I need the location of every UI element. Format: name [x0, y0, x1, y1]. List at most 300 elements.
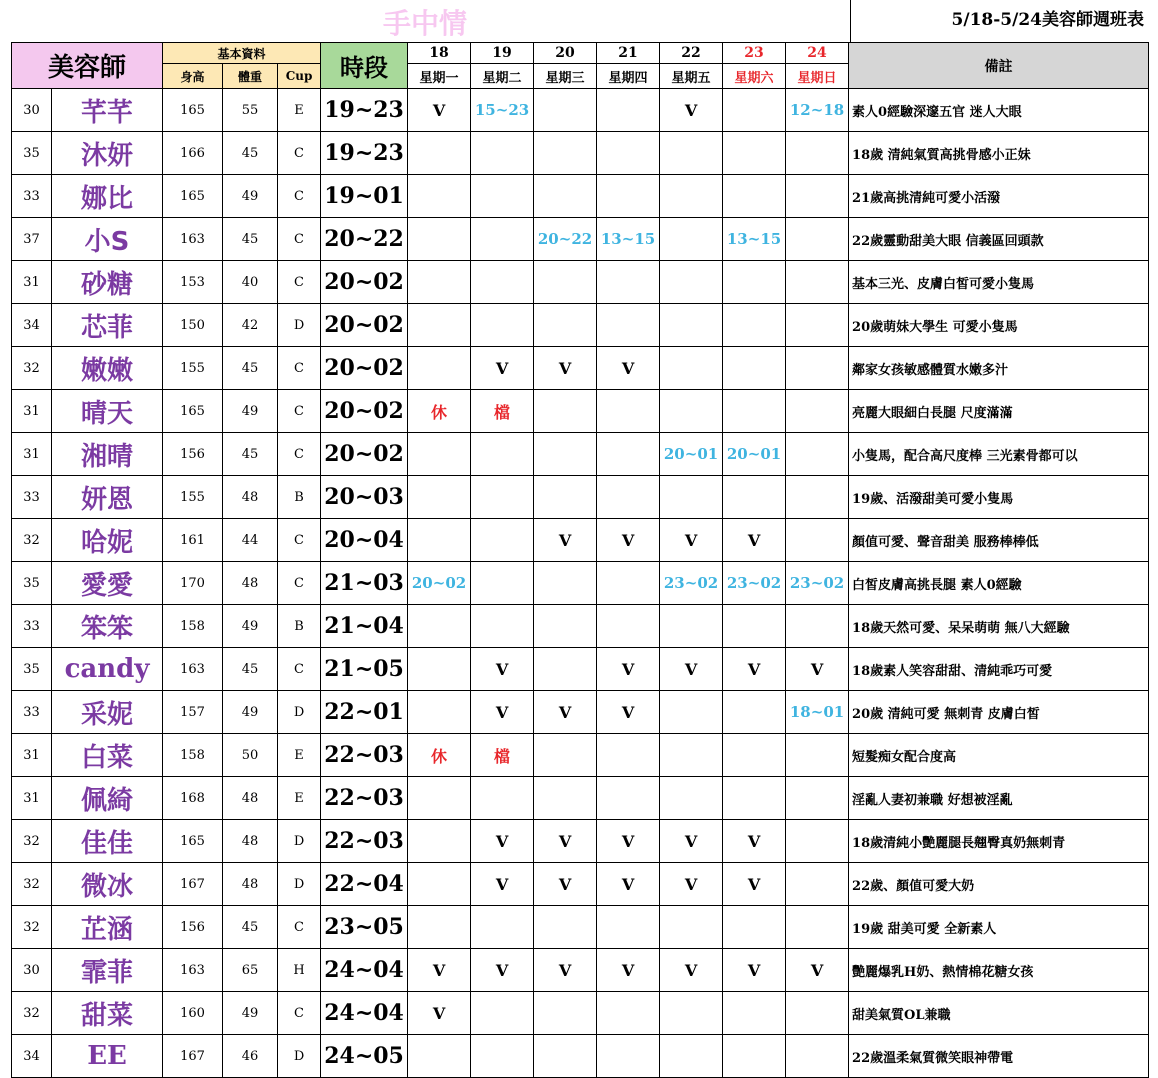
age-cell: 31 — [12, 390, 52, 433]
day-cell — [408, 261, 471, 304]
day-cell — [534, 562, 597, 605]
day-cell — [723, 175, 786, 218]
day-cell — [534, 390, 597, 433]
weight-cell: 40 — [223, 261, 278, 304]
beautician-name: 芊芊 — [52, 89, 163, 132]
age-cell: 35 — [12, 132, 52, 175]
weight-cell: 46 — [223, 1035, 278, 1078]
day-cell: V — [408, 89, 471, 132]
note-cell: 20歲 清純可愛 無刺青 皮膚白皙 — [849, 691, 1149, 734]
beautician-name: 佩綺 — [52, 777, 163, 820]
day-cell — [786, 261, 849, 304]
day-cell: V — [597, 519, 660, 562]
day-cell — [471, 433, 534, 476]
table-row — [12, 648, 1149, 691]
table-row — [12, 992, 1149, 1035]
day-cell: V — [723, 820, 786, 863]
day-cell — [534, 476, 597, 519]
weight-cell: 45 — [223, 218, 278, 261]
day-cell — [597, 433, 660, 476]
day-cell — [408, 1035, 471, 1078]
height-cell: 155 — [163, 347, 223, 390]
height-cell: 165 — [163, 175, 223, 218]
day-cell: 13~15 — [597, 218, 660, 261]
day-cell — [408, 304, 471, 347]
beautician-name: 采妮 — [52, 691, 163, 734]
age-cell: 35 — [12, 648, 52, 691]
age-cell: 32 — [12, 863, 52, 906]
day-cell: V — [534, 691, 597, 734]
day-cell: 檔 — [471, 390, 534, 433]
header-date: 24 — [786, 43, 849, 64]
beautician-name: 嫩嫩 — [52, 347, 163, 390]
weight-cell: 50 — [223, 734, 278, 777]
height-cell: 156 — [163, 433, 223, 476]
day-cell — [723, 261, 786, 304]
day-cell — [786, 476, 849, 519]
cup-cell: C — [278, 433, 321, 476]
day-cell — [723, 906, 786, 949]
day-cell: V — [408, 992, 471, 1035]
note-cell: 鄰家女孩敏感體質水嫩多汁 — [849, 347, 1149, 390]
day-cell — [597, 992, 660, 1035]
schedule-rows — [12, 89, 1149, 1078]
day-cell — [660, 347, 723, 390]
day-cell — [408, 433, 471, 476]
day-cell: V — [786, 648, 849, 691]
cup-cell: C — [278, 347, 321, 390]
day-cell — [408, 218, 471, 261]
beautician-name: 哈妮 — [52, 519, 163, 562]
weight-cell: 48 — [223, 820, 278, 863]
beautician-name: 微冰 — [52, 863, 163, 906]
day-cell — [786, 777, 849, 820]
day-cell — [723, 476, 786, 519]
day-cell: 12~18 — [786, 89, 849, 132]
time-slot: 23~05 — [321, 906, 408, 949]
day-cell — [408, 519, 471, 562]
day-cell — [786, 1035, 849, 1078]
day-cell — [534, 89, 597, 132]
table-row — [12, 476, 1149, 519]
time-slot: 21~05 — [321, 648, 408, 691]
time-slot: 24~05 — [321, 1035, 408, 1078]
age-cell: 33 — [12, 691, 52, 734]
cup-cell: C — [278, 390, 321, 433]
day-cell — [534, 734, 597, 777]
header-weekday: 星期日 — [786, 64, 849, 89]
note-cell: 甜美氣質OL兼職 — [849, 992, 1149, 1035]
time-slot: 19~23 — [321, 132, 408, 175]
header-weekday: 星期一 — [408, 64, 471, 89]
day-cell: V — [534, 519, 597, 562]
note-cell: 顏值可愛、聲音甜美 服務棒棒低 — [849, 519, 1149, 562]
header-note: 備註 — [849, 43, 1149, 89]
age-cell: 33 — [12, 175, 52, 218]
cup-cell: D — [278, 691, 321, 734]
age-cell: 31 — [12, 777, 52, 820]
day-cell — [660, 390, 723, 433]
day-cell — [471, 777, 534, 820]
table-row — [12, 562, 1149, 605]
beautician-name: candy — [52, 648, 163, 691]
day-cell: 23~02 — [786, 562, 849, 605]
day-cell: 23~02 — [723, 562, 786, 605]
day-cell: V — [471, 347, 534, 390]
table-row — [12, 261, 1149, 304]
day-cell — [723, 304, 786, 347]
day-cell — [471, 304, 534, 347]
height-cell: 166 — [163, 132, 223, 175]
age-cell: 32 — [12, 820, 52, 863]
note-cell: 19歲、活潑甜美可愛小隻馬 — [849, 476, 1149, 519]
day-cell: V — [660, 519, 723, 562]
day-cell: V — [723, 949, 786, 992]
day-cell: 20~02 — [408, 562, 471, 605]
header-slot: 時段 — [321, 43, 408, 89]
cup-cell: D — [278, 304, 321, 347]
time-slot: 20~03 — [321, 476, 408, 519]
table-row — [12, 433, 1149, 476]
day-cell — [597, 390, 660, 433]
table-row — [12, 132, 1149, 175]
day-cell — [786, 992, 849, 1035]
time-slot: 20~02 — [321, 304, 408, 347]
note-cell: 22歲、顏值可愛大奶 — [849, 863, 1149, 906]
day-cell: V — [660, 89, 723, 132]
day-cell — [786, 347, 849, 390]
cup-cell: D — [278, 820, 321, 863]
header-date: 19 — [471, 43, 534, 64]
cup-cell: C — [278, 648, 321, 691]
age-cell: 33 — [12, 476, 52, 519]
height-cell: 153 — [163, 261, 223, 304]
table-row — [12, 777, 1149, 820]
day-cell: V — [786, 949, 849, 992]
time-slot: 20~02 — [321, 433, 408, 476]
age-cell: 34 — [12, 304, 52, 347]
day-cell — [786, 175, 849, 218]
day-cell — [408, 648, 471, 691]
time-slot: 20~22 — [321, 218, 408, 261]
time-slot: 19~01 — [321, 175, 408, 218]
day-cell — [471, 519, 534, 562]
day-cell — [723, 777, 786, 820]
table-row — [12, 175, 1149, 218]
day-cell — [597, 906, 660, 949]
header-height: 身高 — [163, 64, 223, 89]
time-slot: 24~04 — [321, 949, 408, 992]
note-cell: 18歲天然可愛、呆呆萌萌 無八大經驗 — [849, 605, 1149, 648]
beautician-name: 甜菜 — [52, 992, 163, 1035]
day-cell: V — [471, 820, 534, 863]
table-row — [12, 347, 1149, 390]
day-cell — [408, 691, 471, 734]
day-cell — [471, 562, 534, 605]
time-slot: 19~23 — [321, 89, 408, 132]
cup-cell: E — [278, 777, 321, 820]
beautician-name: 芷涵 — [52, 906, 163, 949]
height-cell: 165 — [163, 89, 223, 132]
age-cell: 31 — [12, 261, 52, 304]
day-cell — [786, 218, 849, 261]
table-row — [12, 691, 1149, 734]
table-row — [12, 949, 1149, 992]
table-row — [12, 218, 1149, 261]
table-row — [12, 820, 1149, 863]
day-cell — [534, 605, 597, 648]
day-cell — [408, 132, 471, 175]
day-cell — [471, 1035, 534, 1078]
beautician-name: 笨笨 — [52, 605, 163, 648]
day-cell: 20~22 — [534, 218, 597, 261]
table-row — [12, 304, 1149, 347]
weight-cell: 45 — [223, 347, 278, 390]
day-cell — [786, 304, 849, 347]
height-cell: 161 — [163, 519, 223, 562]
header-date: 21 — [597, 43, 660, 64]
note-cell: 18歲素人笑容甜甜、清純乖巧可愛 — [849, 648, 1149, 691]
day-cell: V — [471, 863, 534, 906]
header-date: 22 — [660, 43, 723, 64]
time-slot: 21~03 — [321, 562, 408, 605]
table-row — [12, 89, 1149, 132]
time-slot: 20~02 — [321, 390, 408, 433]
day-cell — [471, 992, 534, 1035]
weight-cell: 44 — [223, 519, 278, 562]
weight-cell: 48 — [223, 863, 278, 906]
weight-cell: 55 — [223, 89, 278, 132]
day-cell — [471, 132, 534, 175]
day-cell: V — [408, 949, 471, 992]
day-cell — [597, 304, 660, 347]
day-cell — [786, 519, 849, 562]
day-cell: V — [723, 519, 786, 562]
day-cell: 休 — [408, 390, 471, 433]
table-row — [12, 1035, 1149, 1078]
day-cell — [786, 605, 849, 648]
schedule-period-title: 5/18-5/24美容師週班表 — [850, 0, 1158, 42]
day-cell: V — [597, 820, 660, 863]
day-cell — [471, 476, 534, 519]
day-cell — [723, 132, 786, 175]
beautician-name: 佳佳 — [52, 820, 163, 863]
beautician-name: 娜比 — [52, 175, 163, 218]
day-cell — [786, 132, 849, 175]
day-cell: V — [534, 949, 597, 992]
day-cell — [597, 605, 660, 648]
day-cell — [786, 433, 849, 476]
beautician-name: EE — [52, 1035, 163, 1078]
weight-cell: 48 — [223, 476, 278, 519]
height-cell: 165 — [163, 820, 223, 863]
note-cell: 淫亂人妻初兼職 好想被淫亂 — [849, 777, 1149, 820]
beautician-name: 湘晴 — [52, 433, 163, 476]
note-cell: 亮麗大眼細白長腿 尺度滿滿 — [849, 390, 1149, 433]
time-slot: 24~04 — [321, 992, 408, 1035]
time-slot: 22~04 — [321, 863, 408, 906]
day-cell — [534, 1035, 597, 1078]
cup-cell: C — [278, 562, 321, 605]
weight-cell: 49 — [223, 605, 278, 648]
note-cell: 白皙皮膚高挑長腿 素人0經驗 — [849, 562, 1149, 605]
day-cell — [534, 992, 597, 1035]
note-cell: 素人0經驗深邃五官 迷人大眼 — [849, 89, 1149, 132]
day-cell — [723, 734, 786, 777]
day-cell: V — [660, 863, 723, 906]
cup-cell: E — [278, 734, 321, 777]
cup-cell: B — [278, 605, 321, 648]
weight-cell: 65 — [223, 949, 278, 992]
day-cell: V — [597, 863, 660, 906]
cup-cell: C — [278, 992, 321, 1035]
note-cell: 18歲清純小艷麗腿長翹臀真奶無刺青 — [849, 820, 1149, 863]
header-basic-info: 基本資料 — [163, 43, 321, 64]
day-cell — [786, 820, 849, 863]
header-weekday: 星期三 — [534, 64, 597, 89]
brand-title: 手中情 — [382, 7, 467, 40]
day-cell — [660, 175, 723, 218]
day-cell — [408, 347, 471, 390]
table-row — [12, 734, 1149, 777]
day-cell — [534, 648, 597, 691]
age-cell: 34 — [12, 1035, 52, 1078]
height-cell: 163 — [163, 648, 223, 691]
cup-cell: C — [278, 218, 321, 261]
age-cell: 35 — [12, 562, 52, 605]
day-cell — [660, 605, 723, 648]
height-cell: 158 — [163, 605, 223, 648]
note-cell: 22歲溫柔氣質微笑眼神帶電 — [849, 1035, 1149, 1078]
day-cell: V — [660, 648, 723, 691]
day-cell: V — [471, 949, 534, 992]
weight-cell: 48 — [223, 562, 278, 605]
height-cell: 163 — [163, 218, 223, 261]
day-cell — [471, 261, 534, 304]
weight-cell: 48 — [223, 777, 278, 820]
note-cell: 20歲萌妹大學生 可愛小隻馬 — [849, 304, 1149, 347]
age-cell: 33 — [12, 605, 52, 648]
note-cell: 艷麗爆乳H奶、熱情棉花糖女孩 — [849, 949, 1149, 992]
day-cell — [660, 906, 723, 949]
day-cell — [408, 777, 471, 820]
cup-cell: C — [278, 175, 321, 218]
day-cell — [723, 1035, 786, 1078]
day-cell — [471, 218, 534, 261]
age-cell: 30 — [12, 949, 52, 992]
time-slot: 21~04 — [321, 605, 408, 648]
day-cell: V — [471, 691, 534, 734]
height-cell: 160 — [163, 992, 223, 1035]
day-cell — [660, 304, 723, 347]
day-cell — [597, 175, 660, 218]
beautician-name: 砂糖 — [52, 261, 163, 304]
height-cell: 163 — [163, 949, 223, 992]
day-cell — [534, 175, 597, 218]
cup-cell: C — [278, 906, 321, 949]
day-cell — [723, 347, 786, 390]
beautician-name: 沐妍 — [52, 132, 163, 175]
time-slot: 20~04 — [321, 519, 408, 562]
note-cell: 21歲高挑清純可愛小活潑 — [849, 175, 1149, 218]
weight-cell: 45 — [223, 132, 278, 175]
weight-cell: 49 — [223, 992, 278, 1035]
day-cell — [723, 992, 786, 1035]
day-cell — [534, 132, 597, 175]
day-cell — [660, 777, 723, 820]
day-cell — [408, 906, 471, 949]
day-cell — [660, 132, 723, 175]
day-cell — [408, 175, 471, 218]
header-weight: 體重 — [223, 64, 278, 89]
header-date: 20 — [534, 43, 597, 64]
day-cell — [534, 261, 597, 304]
note-cell: 22歲靈動甜美大眼 信義區回頭款 — [849, 218, 1149, 261]
day-cell: 休 — [408, 734, 471, 777]
height-cell: 158 — [163, 734, 223, 777]
age-cell: 31 — [12, 734, 52, 777]
beautician-name: 小S — [52, 218, 163, 261]
table-row — [12, 863, 1149, 906]
weight-cell: 49 — [223, 175, 278, 218]
day-cell — [408, 863, 471, 906]
day-cell — [597, 132, 660, 175]
weight-cell: 49 — [223, 390, 278, 433]
height-cell: 165 — [163, 390, 223, 433]
day-cell: 15~23 — [471, 89, 534, 132]
age-cell: 32 — [12, 347, 52, 390]
day-cell: V — [534, 820, 597, 863]
day-cell — [408, 476, 471, 519]
time-slot: 20~02 — [321, 261, 408, 304]
day-cell — [660, 992, 723, 1035]
time-slot: 22~03 — [321, 820, 408, 863]
day-cell — [660, 1035, 723, 1078]
time-slot: 22~03 — [321, 734, 408, 777]
header-name: 美容師 — [12, 43, 163, 89]
age-cell: 30 — [12, 89, 52, 132]
time-slot: 22~03 — [321, 777, 408, 820]
title-row — [0, 0, 1158, 43]
day-cell: 23~02 — [660, 562, 723, 605]
cup-cell: D — [278, 1035, 321, 1078]
header-weekday: 星期二 — [471, 64, 534, 89]
time-slot: 22~01 — [321, 691, 408, 734]
age-cell: 32 — [12, 906, 52, 949]
header-weekday: 星期六 — [723, 64, 786, 89]
day-cell — [660, 691, 723, 734]
day-cell — [660, 476, 723, 519]
height-cell: 168 — [163, 777, 223, 820]
age-cell: 37 — [12, 218, 52, 261]
day-cell — [597, 562, 660, 605]
day-cell: V — [597, 347, 660, 390]
table-row — [12, 906, 1149, 949]
day-cell — [408, 605, 471, 648]
note-cell: 短髮痴女配合度高 — [849, 734, 1149, 777]
day-cell — [471, 605, 534, 648]
schedule-table — [11, 42, 1149, 1078]
table-row — [12, 390, 1149, 433]
day-cell — [786, 906, 849, 949]
day-cell — [723, 390, 786, 433]
day-cell — [723, 605, 786, 648]
day-cell — [660, 218, 723, 261]
note-cell: 18歲 清純氣質高挑骨感小正妹 — [849, 132, 1149, 175]
day-cell: V — [597, 691, 660, 734]
day-cell: V — [723, 863, 786, 906]
day-cell — [597, 261, 660, 304]
